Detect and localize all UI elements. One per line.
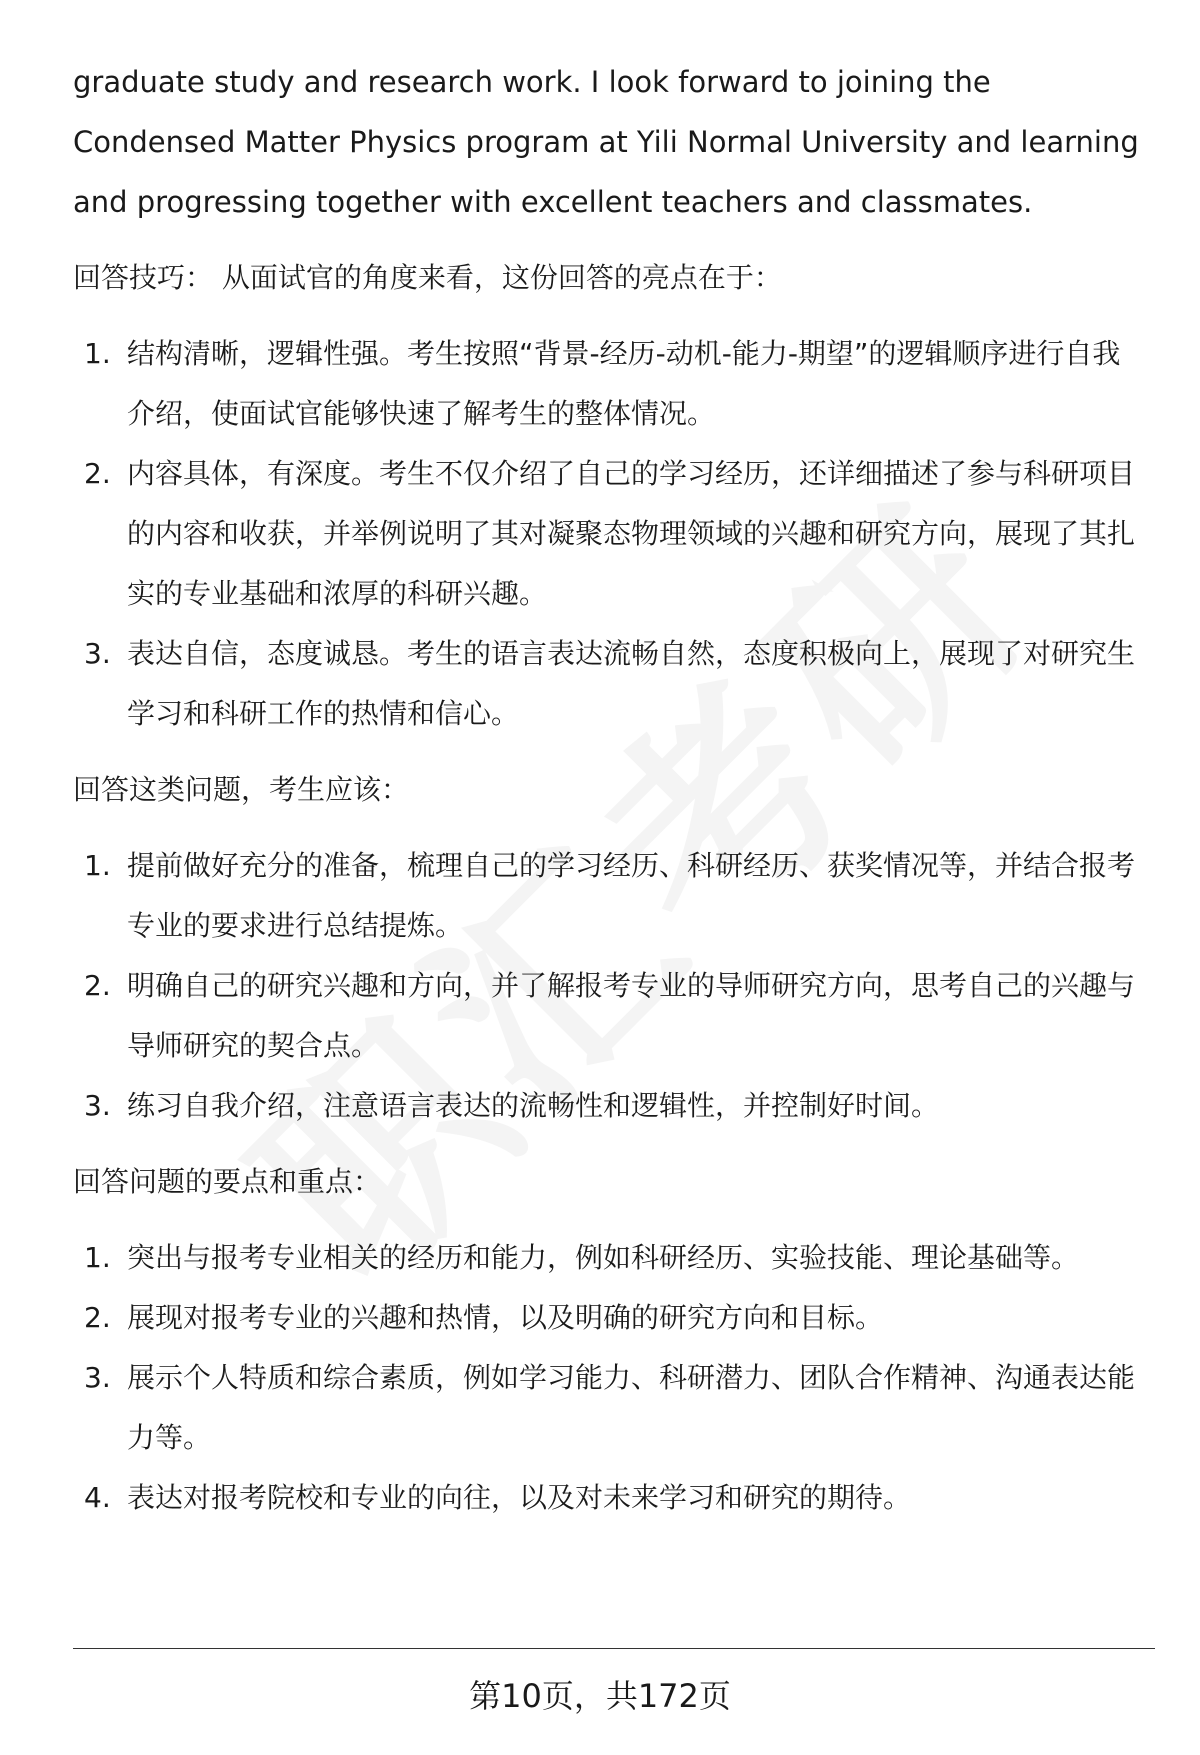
list-number: 1. bbox=[84, 849, 111, 882]
should-do-list bbox=[73, 836, 1143, 1136]
list-number: 2. bbox=[84, 457, 111, 490]
list-number: 2. bbox=[84, 1301, 111, 1334]
section-heading-key-points: 回答问题的要点和重点： bbox=[73, 1165, 382, 1198]
list-item bbox=[73, 1288, 1143, 1348]
list-text: 明确自己的研究兴趣和方向，并了解报考专业的导师研究方向，思考自己的兴趣与导师研究的契合点。 bbox=[127, 969, 1136, 1062]
page-content bbox=[73, 52, 1143, 1528]
list-item bbox=[73, 1348, 1143, 1468]
list-number: 2. bbox=[84, 969, 111, 1002]
list-text: 提前做好充分的准备，梳理自己的学习经历、科研经历、获奖情况等，并结合报考专业的要求进行总结提炼。 bbox=[127, 849, 1136, 942]
list-item bbox=[73, 836, 1143, 956]
list-item bbox=[73, 1468, 1143, 1528]
key-points-list bbox=[73, 1228, 1143, 1528]
list-item bbox=[73, 444, 1143, 624]
footer-divider bbox=[73, 1648, 1155, 1649]
list-text: 表达对报考院校和专业的向往，以及对未来学习和研究的期待。 bbox=[127, 1481, 912, 1514]
list-text: 展现对报考专业的兴趣和热情，以及明确的研究方向和目标。 bbox=[127, 1301, 884, 1334]
list-text: 内容具体，有深度。考生不仅介绍了自己的学习经历，还详细描述了参与科研项目的内容和收获，并举例说明了其对凝聚态物理领域的兴趣和研究方向，展现了其扎实的专业基础和浓厚的科研兴趣。 bbox=[127, 457, 1136, 610]
list-item bbox=[73, 1076, 1143, 1136]
section-heading-should-do: 回答这类问题，考生应该： bbox=[73, 773, 410, 806]
list-item bbox=[73, 1228, 1143, 1288]
list-number: 1. bbox=[84, 1241, 111, 1274]
list-item bbox=[73, 324, 1143, 444]
list-text: 结构清晰，逻辑性强。考生按照“背景-经历-动机-能力-期望”的逻辑顺序进行自我介绍，使面试官能够快速了解考生的整体情况。 bbox=[127, 337, 1121, 430]
list-text: 练习自我介绍，注意语言表达的流畅性和逻辑性，并控制好时间。 bbox=[127, 1089, 940, 1122]
section-heading-answer-tips: 回答技巧： 从面试官的角度来看，这份回答的亮点在于： bbox=[73, 261, 782, 294]
list-number: 3. bbox=[84, 1361, 111, 1394]
list-text: 表达自信，态度诚恳。考生的语言表达流畅自然，态度积极向上，展现了对研究生学习和科研工作的热情和信心。 bbox=[127, 637, 1136, 730]
page-number: 第10页，共172页 bbox=[469, 1677, 731, 1715]
list-number: 3. bbox=[84, 1089, 111, 1122]
list-text: 展示个人特质和综合素质，例如学习能力、科研潜力、团队合作精神、沟通表达能力等。 bbox=[127, 1361, 1136, 1454]
list-item bbox=[73, 956, 1143, 1076]
intro-paragraph: graduate study and research work. I look forward to joining the Condensed Matter Physics program at Yili Normal University and learning and progressing together with excellent teachers and classmates. bbox=[73, 65, 1139, 219]
list-item bbox=[73, 624, 1143, 744]
list-number: 3. bbox=[84, 637, 111, 670]
list-number: 1. bbox=[84, 337, 111, 370]
list-number: 4. bbox=[84, 1481, 111, 1514]
answer-tips-list bbox=[73, 324, 1143, 744]
list-text: 突出与报考专业相关的经历和能力，例如科研经历、实验技能、理论基础等。 bbox=[127, 1241, 1080, 1274]
